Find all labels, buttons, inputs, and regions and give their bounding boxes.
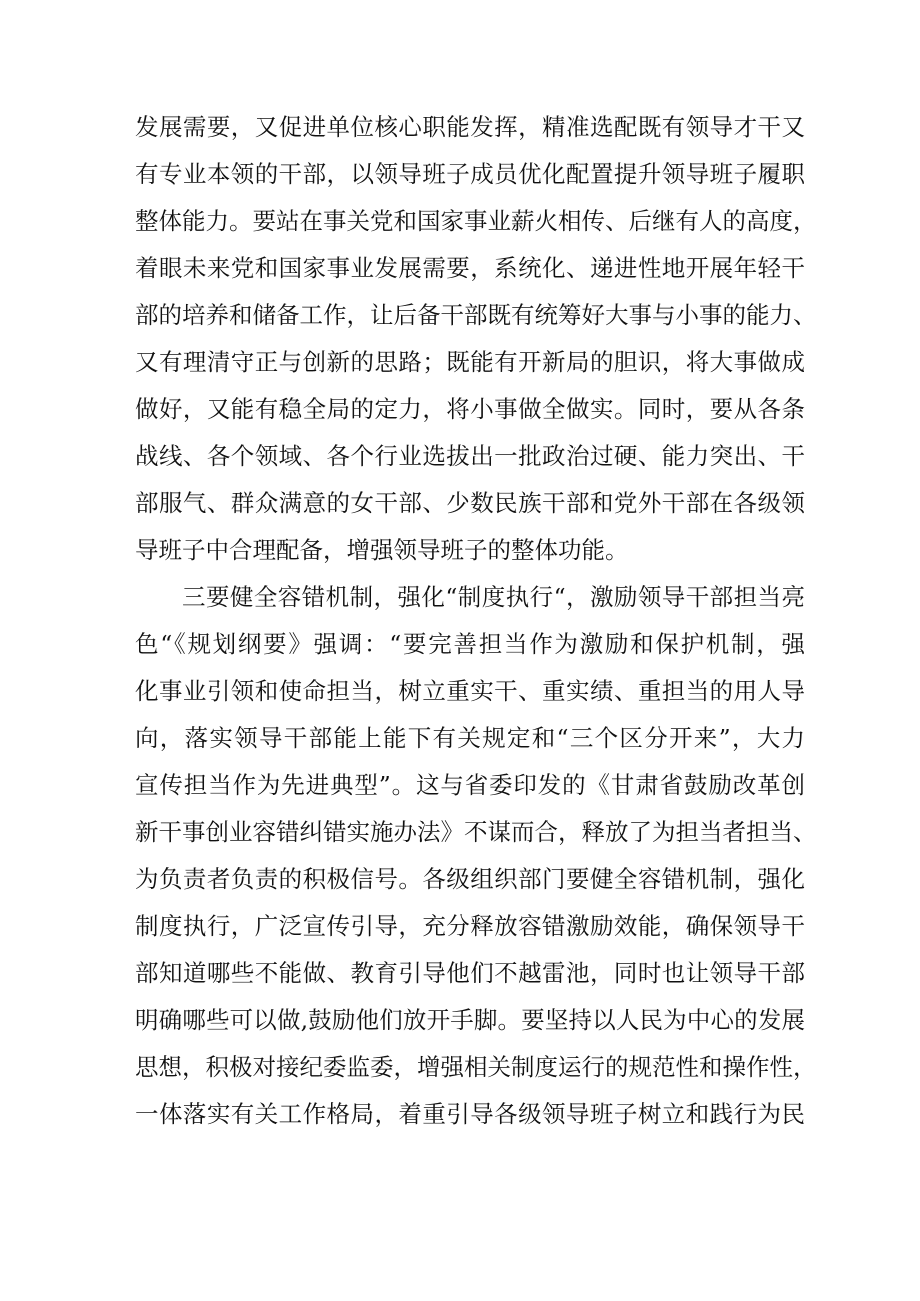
text-line: 战线、各个领域、各个行业选拔出一批政治过硬、能力突出、干 [135,442,805,470]
text-line: 部服气、群众满意的女干部、少数民族干部和党外干部在各级领 [135,489,805,517]
text-line: 导班子中合理配备，增强领导班子的整体功能。 [135,536,629,564]
text-line: 制度执行，广泛宣传引导，充分释放容错激励效能，确保领导干 [135,912,805,940]
text-line: 思想，积极对接纪委监委，增强相关制度运行的规范性和操作性， [135,1053,817,1081]
paragraph-2 [135,574,817,1138]
paragraph-1 [135,104,817,574]
text-line: 明确哪些可以做,鼓励他们放开手脚。要坚持以人民为中心的发展 [135,1006,805,1034]
text-line: 化事业引领和使命担当，树立重实干、重实绩、重担当的用人导 [135,677,805,705]
text-line: 三要健全容错机制，强化“制度执行“，激励领导干部担当亮 [182,583,805,611]
text-line: 部知道哪些不能做、教育引导他们不越雷池，同时也让领导干部 [135,959,805,987]
text-line: 一体落实有关工作格局，着重引导各级领导班子树立和践行为民 [135,1100,805,1128]
text-line: 发展需要，又促进单位核心职能发挥，精准选配既有领导才干又 [135,113,805,141]
text-line: 新干事创业容错纠错实施办法》不谋而合，释放了为担当者担当、 [135,818,817,846]
text-line: 着眼未来党和国家事业发展需要，系统化、递进性地开展年轻干 [135,254,805,282]
text-line: 宣传担当作为先进典型”。这与省委印发的《甘肃省鼓励改革创 [135,771,805,799]
text-line: 部的培养和储备工作，让后备干部既有统筹好大事与小事的能力、 [135,301,817,329]
text-line: 向，落实领导干部能上能下有关规定和“三个区分开来”，大力 [135,724,805,752]
text-line: 又有理清守正与创新的思路；既能有开新局的胆识，将大事做成 [135,348,805,376]
text-line: 色“《规划纲要》强调：“要完善担当作为激励和保护机制，强 [135,630,805,658]
text-line: 为负责者负责的积极信号。各级组织部门要健全容错机制，强化 [135,865,805,893]
document-body [135,104,817,1138]
text-line: 做好，又能有稳全局的定力，将小事做全做实。同时，要从各条 [135,395,805,423]
text-line: 整体能力。要站在事关党和国家事业薪火相传、后继有人的高度， [135,207,817,235]
text-line: 有专业本领的干部，以领导班子成员优化配置提升领导班子履职 [135,160,805,188]
